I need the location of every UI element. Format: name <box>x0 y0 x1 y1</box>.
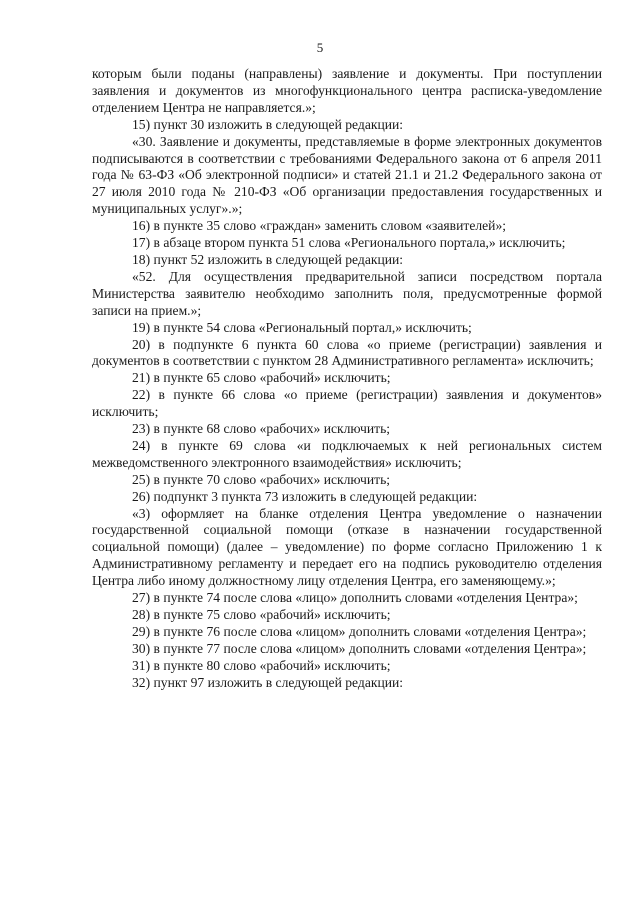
paragraph-item-17: 17) в абзаце втором пункта 51 слова «Регионального портала,» исключить; <box>132 235 566 251</box>
paragraph-item-32: 32) пункт 97 изложить в следующей редакции: <box>132 674 404 690</box>
paragraph-item-15: 15) пункт 30 изложить в следующей редакции: <box>132 116 404 132</box>
paragraph-item-16: 16) в пункте 35 слово «граждан» заменить словом «заявителей»; <box>132 218 507 234</box>
paragraph-item-26: 26) подпункт 3 пункта 73 изложить в следующей редакции: <box>132 488 478 504</box>
paragraph-item-25: 25) в пункте 70 слово «рабочих» исключить; <box>132 471 391 487</box>
paragraph-item-18: 18) пункт 52 изложить в следующей редакции: <box>132 251 404 267</box>
paragraph-item-23: 23) в пункте 68 слово «рабочих» исключить; <box>132 421 391 437</box>
paragraph-item-20: 20) в подпункте 6 пункта 60 слова «о приеме (регистрации) заявления и документов в соответствии с пунктом 28 Административного регламента» исключить; <box>92 336 602 369</box>
paragraph-item-19: 19) в пункте 54 слова «Региональный портал,» исключить; <box>132 319 472 335</box>
paragraph-item-28: 28) в пункте 75 слово «рабочий» исключить; <box>132 607 391 622</box>
paragraph-quote-30: «30. Заявление и документы, представляемые в форме электронных документов подписываются в соответствии с требованиями Федерального закона от 6 апреля 2011 года № 63-ФЗ «Об электронной подписи» и статей 21.1 и 21.2 Федерального закона от 27 июля 2010 года № 210-ФЗ «Об организации предоставления государственных и муниципальных услуг».»; <box>92 133 602 217</box>
paragraph-quote-52: «52. Для осуществления предварительной записи посредством портала Министерства заявителю необходимо заполнить поля, предусмотренные формой записи на прием.»; <box>92 268 602 318</box>
paragraph-item-22: 22) в пункте 66 слова «о приеме (регистрации) заявления и документов» исключить; <box>92 387 602 420</box>
paragraph-quote-3: «3) оформляет на бланке отделения Центра уведомление о назначении государственной социальной помощи (отказе в назначении государственной социальной помощи) (далее – уведомление) по форме согласно Приложению 1 к Административному регламенту и передает его на подпись руководителю отделения Центра либо иному должностному лицу отделения Центра, его заменяющему.»; <box>92 505 602 589</box>
paragraph-item-27: 27) в пункте 74 после слова «лицо» дополнить словами «отделения Центра»; <box>132 590 578 606</box>
paragraph-item-31: 31) в пункте 80 слово «рабочий» исключить; <box>132 657 391 673</box>
paragraph-item-30: 30) в пункте 77 после слова «лицом» дополнить словами «отделения Центра»; <box>132 640 587 656</box>
paragraph-item-24: 24) в пункте 69 слова «и подключаемых к ней региональных систем межведомственного электронного взаимодействия» исключить; <box>92 437 602 470</box>
paragraph-continuation: которым были поданы (направлены) заявление и документы. При поступлении заявления и документов из многофункционального центра расписка-уведомление отделением Центра не направляется.»; <box>92 66 602 115</box>
page-number: 5 <box>316 40 324 55</box>
document-body <box>92 66 602 692</box>
paragraph-item-21: 21) в пункте 65 слово «рабочий» исключить; <box>132 370 391 386</box>
paragraph-item-29: 29) в пункте 76 после слова «лицом» дополнить словами «отделения Центра»; <box>132 623 587 639</box>
